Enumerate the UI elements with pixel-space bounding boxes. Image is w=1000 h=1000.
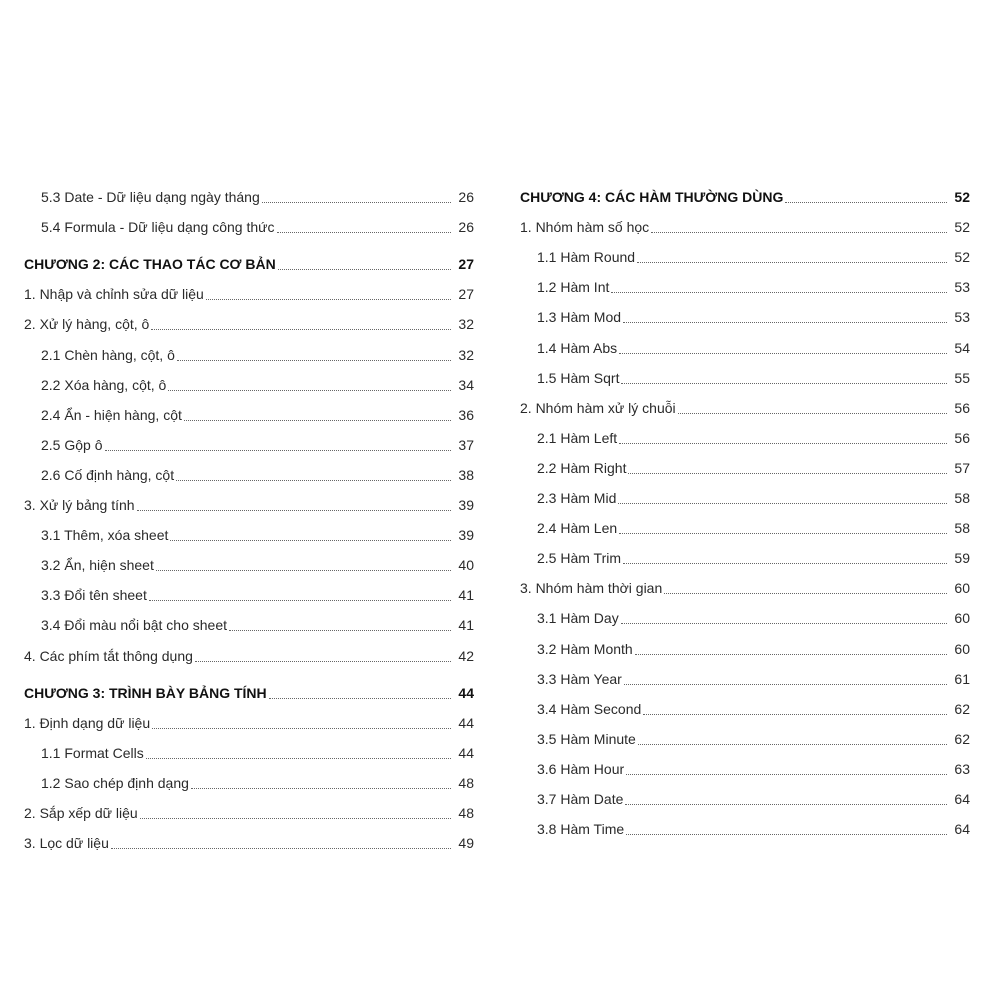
toc-dot-leader	[638, 744, 947, 745]
toc-entry-title: 2. Xử lý hàng, cột, ô	[24, 316, 150, 333]
toc-subsection-entry	[24, 611, 474, 641]
toc-dot-leader	[195, 661, 451, 662]
toc-dot-leader	[626, 774, 947, 775]
toc-dot-leader	[168, 390, 451, 391]
toc-page-number: 26	[458, 219, 474, 236]
toc-chapter-heading	[24, 679, 474, 709]
toc-dot-leader	[170, 540, 451, 541]
toc-left-column	[24, 183, 474, 859]
toc-entry-title: CHƯƠNG 3: TRÌNH BÀY BẢNG TÍNH	[24, 684, 267, 701]
toc-page-number: 42	[458, 647, 474, 664]
toc-page-number: 40	[458, 557, 474, 574]
toc-dot-leader	[664, 593, 947, 594]
toc-section-entry	[24, 310, 474, 340]
toc-subsection-entry	[520, 725, 970, 755]
toc-subsection-entry	[520, 785, 970, 815]
toc-page-number: 27	[458, 256, 474, 273]
toc-entry-title: 1. Nhóm hàm số học	[520, 219, 650, 236]
toc-entry-title: CHƯƠNG 4: CÁC HÀM THƯỜNG DÙNG	[520, 189, 784, 206]
toc-page-number: 58	[954, 520, 970, 537]
toc-dot-leader	[111, 848, 451, 849]
toc-dot-leader	[191, 788, 451, 789]
toc-subsection-entry	[24, 431, 474, 461]
toc-entry-title: CHƯƠNG 2: CÁC THAO TÁC CƠ BẢN	[24, 256, 276, 273]
toc-entry-title: 1.2 Sao chép định dạng	[41, 774, 189, 791]
toc-dot-leader	[269, 698, 451, 699]
toc-dot-leader	[619, 533, 947, 534]
toc-page-number: 38	[458, 466, 474, 483]
toc-page-number: 26	[458, 189, 474, 206]
toc-subsection-entry	[520, 484, 970, 514]
toc-subsection-entry	[520, 364, 970, 394]
toc-page-number: 44	[458, 714, 474, 731]
toc-entry-title: 1.1 Hàm Round	[537, 249, 636, 266]
toc-dot-leader	[184, 420, 451, 421]
toc-entry-title: 1.2 Hàm Int	[537, 279, 610, 296]
toc-subsection-entry	[520, 454, 970, 484]
toc-page-number: 44	[458, 744, 474, 761]
toc-subsection-entry	[24, 521, 474, 551]
toc-page-number: 64	[954, 790, 970, 807]
toc-page-number: 34	[458, 376, 474, 393]
toc-subsection-entry	[520, 273, 970, 303]
toc-subsection-entry	[520, 695, 970, 725]
toc-dot-leader	[262, 202, 451, 203]
toc-section-entry	[24, 709, 474, 739]
toc-subsection-entry	[520, 604, 970, 634]
toc-section-entry	[24, 491, 474, 521]
toc-dot-leader	[678, 413, 947, 414]
toc-subsection-entry	[24, 581, 474, 611]
toc-page-number: 57	[954, 459, 970, 476]
toc-entry-title: 2. Sắp xếp dữ liệu	[24, 804, 138, 821]
toc-page-number: 53	[954, 279, 970, 296]
toc-page-number: 59	[954, 550, 970, 567]
toc-page-number: 56	[954, 399, 970, 416]
toc-subsection-entry	[520, 424, 970, 454]
toc-entry-title: 3.1 Hàm Day	[537, 610, 619, 627]
toc-dot-leader	[626, 834, 947, 835]
toc-entry-title: 2.2 Xóa hàng, cột, ô	[41, 376, 167, 393]
toc-page-number: 32	[458, 346, 474, 363]
toc-subsection-entry	[24, 371, 474, 401]
toc-dot-leader	[621, 383, 947, 384]
toc-dot-leader	[177, 360, 451, 361]
toc-page-number: 61	[954, 670, 970, 687]
toc-page-number: 53	[954, 309, 970, 326]
toc-page-number: 37	[458, 436, 474, 453]
toc-subsection-entry	[24, 551, 474, 581]
toc-entry-title: 2. Nhóm hàm xử lý chuỗi	[520, 399, 676, 416]
toc-entry-title: 2.5 Gộp ô	[41, 436, 103, 453]
toc-entry-title: 3.2 Ẩn, hiện sheet	[41, 557, 154, 574]
toc-entry-title: 3.2 Hàm Month	[537, 640, 633, 657]
toc-entry-title: 2.2 Hàm Right	[537, 459, 627, 476]
toc-entry-title: 3. Lọc dữ liệu	[24, 835, 109, 852]
toc-entry-title: 2.5 Hàm Trim	[537, 550, 622, 567]
toc-chapter-heading	[520, 183, 970, 213]
toc-entry-title: 1.1 Format Cells	[41, 744, 144, 761]
toc-subsection-entry	[520, 815, 970, 845]
toc-entry-title: 1.3 Hàm Mod	[537, 309, 622, 326]
toc-subsection-entry	[520, 755, 970, 785]
toc-dot-leader	[140, 818, 451, 819]
toc-subsection-entry	[520, 333, 970, 363]
toc-page-number: 44	[458, 684, 474, 701]
toc-dot-leader	[625, 804, 947, 805]
toc-dot-leader	[206, 299, 451, 300]
toc-entry-title: 2.1 Hàm Left	[537, 429, 618, 446]
toc-subsection-entry	[520, 544, 970, 574]
toc-entry-title: 3. Xử lý bảng tính	[24, 497, 135, 514]
toc-dot-leader	[785, 202, 947, 203]
toc-page-number: 55	[954, 369, 970, 386]
toc-subsection-entry	[520, 243, 970, 273]
toc-page-number: 39	[458, 497, 474, 514]
toc-page-number: 62	[954, 730, 970, 747]
toc-page-number: 41	[458, 587, 474, 604]
toc-dot-leader	[149, 600, 451, 601]
toc-page-number: 48	[458, 774, 474, 791]
toc-dot-leader	[137, 510, 451, 511]
toc-right-column	[520, 183, 970, 845]
toc-entry-title: 3.4 Hàm Second	[537, 700, 642, 717]
toc-chapter-heading	[24, 250, 474, 280]
toc-entry-title: 3.1 Thêm, xóa sheet	[41, 527, 169, 544]
toc-subsection-entry	[24, 401, 474, 431]
toc-entry-title: 2.4 Ẩn - hiện hàng, cột	[41, 406, 182, 423]
toc-subsection-entry	[24, 739, 474, 769]
toc-dot-leader	[152, 728, 451, 729]
toc-section-entry	[24, 799, 474, 829]
toc-page-number: 39	[458, 527, 474, 544]
toc-dot-leader	[637, 262, 947, 263]
toc-dot-leader	[651, 232, 947, 233]
toc-dot-leader	[624, 684, 947, 685]
toc-entry-title: 3.5 Hàm Minute	[537, 730, 636, 747]
toc-entry-title: 2.4 Hàm Len	[537, 520, 618, 537]
toc-page-number: 60	[954, 580, 970, 597]
toc-section-entry	[24, 641, 474, 671]
toc-subsection-entry	[520, 514, 970, 544]
toc-page-number: 41	[458, 617, 474, 634]
toc-entry-title: 2.1 Chèn hàng, cột, ô	[41, 346, 175, 363]
toc-entry-title: 1. Nhập và chỉnh sửa dữ liệu	[24, 286, 204, 303]
toc-page-number: 52	[954, 189, 970, 206]
toc-page-number: 27	[458, 286, 474, 303]
toc-page-number: 52	[954, 219, 970, 236]
toc-entry-title: 5.4 Formula - Dữ liệu dạng công thức	[41, 219, 275, 236]
toc-dot-leader	[618, 503, 947, 504]
toc-dot-leader	[156, 570, 451, 571]
toc-dot-leader	[623, 322, 947, 323]
toc-dot-leader	[611, 292, 947, 293]
toc-dot-leader	[176, 480, 451, 481]
toc-dot-leader	[619, 353, 947, 354]
toc-page-number: 36	[458, 406, 474, 423]
toc-page-number: 32	[458, 316, 474, 333]
toc-entry-title: 2.3 Hàm Mid	[537, 490, 617, 507]
toc-section-entry	[24, 280, 474, 310]
toc-entry-title: 4. Các phím tắt thông dụng	[24, 647, 193, 664]
toc-dot-leader	[621, 623, 947, 624]
toc-page-number: 52	[954, 249, 970, 266]
toc-entry-title: 3.4 Đổi màu nổi bật cho sheet	[41, 617, 228, 634]
toc-entry-title: 3.7 Hàm Date	[537, 790, 624, 807]
toc-dot-leader	[151, 329, 451, 330]
toc-page-number: 56	[954, 429, 970, 446]
toc-subsection-entry	[24, 461, 474, 491]
toc-page-number: 49	[458, 835, 474, 852]
toc-page-number: 64	[954, 821, 970, 838]
toc-dot-leader	[623, 563, 947, 564]
toc-dot-leader	[619, 443, 947, 444]
toc-entry-title: 3.3 Hàm Year	[537, 670, 622, 687]
toc-page-number: 58	[954, 490, 970, 507]
toc-entry-title: 3.3 Đổi tên sheet	[41, 587, 147, 604]
toc-dot-leader	[635, 654, 947, 655]
toc-section-entry	[24, 829, 474, 859]
toc-subsection-entry	[24, 769, 474, 799]
toc-subsection-entry	[24, 213, 474, 243]
toc-subsection-entry	[24, 183, 474, 213]
toc-subsection-entry	[520, 634, 970, 664]
toc-entry-title: 3.8 Hàm Time	[537, 821, 625, 838]
toc-entry-title: 1.5 Hàm Sqrt	[537, 369, 620, 386]
toc-entry-title: 5.3 Date - Dữ liệu dạng ngày tháng	[41, 189, 260, 206]
toc-subsection-entry	[24, 340, 474, 370]
toc-subsection-entry	[520, 665, 970, 695]
toc-dot-leader	[229, 630, 451, 631]
toc-subsection-entry	[520, 303, 970, 333]
toc-section-entry	[520, 213, 970, 243]
toc-entry-title: 1. Định dạng dữ liệu	[24, 714, 151, 731]
toc-entry-title: 3. Nhóm hàm thời gian	[520, 580, 663, 597]
toc-entry-title: 2.6 Cố định hàng, cột	[41, 466, 175, 483]
toc-page-number: 48	[458, 804, 474, 821]
toc-section-entry	[520, 394, 970, 424]
toc-dot-leader	[277, 232, 451, 233]
toc-entry-title: 3.6 Hàm Hour	[537, 760, 625, 777]
toc-dot-leader	[146, 758, 451, 759]
toc-dot-leader	[628, 473, 947, 474]
toc-page-number: 60	[954, 610, 970, 627]
toc-page-number: 63	[954, 760, 970, 777]
toc-entry-title: 1.4 Hàm Abs	[537, 339, 618, 356]
toc-page-number: 60	[954, 640, 970, 657]
toc-page-number: 54	[954, 339, 970, 356]
toc-dot-leader	[105, 450, 452, 451]
toc-dot-leader	[278, 269, 451, 270]
toc-page-number: 62	[954, 700, 970, 717]
toc-section-entry	[520, 574, 970, 604]
toc-dot-leader	[643, 714, 947, 715]
